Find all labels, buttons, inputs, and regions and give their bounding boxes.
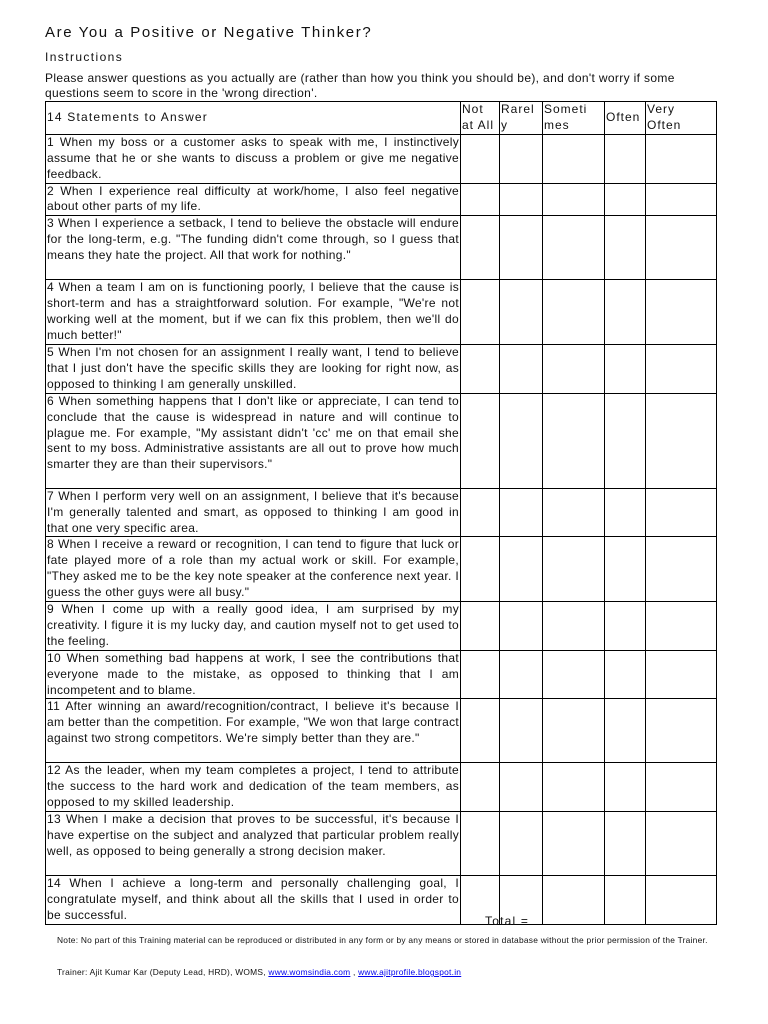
statement-text: 2 When I experience real difficulty at work/home, I also feel negative about other parts of my life. (46, 183, 461, 216)
table-row (46, 216, 717, 280)
table-header-row (46, 102, 717, 135)
total-label: Total = (485, 914, 530, 928)
statement-text: 7 When I perform very well on an assignment, I believe that it's because I'm generally talented and smart, as opposed to thinking I am good in that one very specific area. (46, 488, 461, 537)
option-header-line: Often (606, 109, 641, 124)
table-row (46, 280, 717, 345)
answer-cell-sometimes[interactable] (543, 537, 605, 602)
table-row (46, 699, 717, 763)
answer-cell-rarely[interactable] (500, 650, 543, 699)
answer-cell-sometimes[interactable] (543, 183, 605, 216)
answer-cell-rarely[interactable] (500, 488, 543, 537)
answer-cell-not-at-all[interactable] (461, 488, 500, 537)
answer-cell-very-often[interactable] (646, 393, 717, 488)
answer-cell-often[interactable] (605, 537, 646, 602)
answer-cell-rarely[interactable] (500, 216, 543, 280)
statement-text: 3 When I experience a setback, I tend to believe the obstacle will endure for the long-term, e.g. "The funding didn't come through, so I guess that means they hate the project. All that work for nothing." (46, 216, 461, 280)
answer-cell-rarely[interactable] (500, 134, 543, 183)
answer-cell-very-often[interactable] (646, 763, 717, 812)
answer-cell-sometimes[interactable] (543, 650, 605, 699)
answer-cell-not-at-all[interactable] (461, 393, 500, 488)
statement-text: 14 When I achieve a long-term and personally challenging goal, I congratulate myself, and think about all the skills that I used in order to be successful. (46, 876, 461, 925)
answer-cell-sometimes[interactable] (543, 344, 605, 393)
option-header-line: y (501, 117, 508, 132)
answer-cell-often[interactable] (605, 763, 646, 812)
answer-cell-often[interactable] (605, 650, 646, 699)
answer-cell-not-at-all[interactable] (461, 699, 500, 763)
answer-cell-sometimes[interactable] (543, 134, 605, 183)
option-header-rarely (500, 102, 543, 135)
answer-cell-often[interactable] (605, 216, 646, 280)
answer-cell-very-often[interactable] (646, 216, 717, 280)
answer-cell-rarely[interactable] (500, 393, 543, 488)
instructions-heading: Instructions (45, 50, 124, 64)
answer-cell-sometimes[interactable] (543, 763, 605, 812)
option-header-sometimes (543, 102, 605, 135)
answer-cell-rarely[interactable] (500, 699, 543, 763)
answer-cell-very-often[interactable] (646, 280, 717, 345)
trainer-credit (57, 967, 461, 977)
statement-text: 4 When a team I am on is functioning poorly, I believe that the cause is short-term and has a straightforward solution. For example, "We're not working well at the moment, but if we can fix this problem, then we'll do much better!" (46, 280, 461, 345)
answer-cell-often[interactable] (605, 134, 646, 183)
table-row (46, 602, 717, 651)
answer-cell-often[interactable] (605, 393, 646, 488)
table-row (46, 763, 717, 812)
womsindia-link[interactable]: www.womsindia.com (268, 967, 351, 977)
answer-cell-very-often[interactable] (646, 699, 717, 763)
option-header-very-often (646, 102, 717, 135)
statement-text: 8 When I receive a reward or recognition, I can tend to figure that luck or fate played more of a role than my actual work or skill. For example, "They asked me to be the key note speaker at the conference next year. I guess the other guys were all busy." (46, 537, 461, 602)
option-header-line: Rarel (501, 102, 535, 116)
answer-cell-often[interactable] (605, 344, 646, 393)
table-row (46, 488, 717, 537)
statement-text: 6 When something happens that I don't like or appreciate, I can tend to conclude that the cause is widespread in nature and will continue to plague me. For example, "My assistant didn't 'cc' me on that email she sent to my boss. Administrative assistants are all out to prove how much smarter they are than their supervisors." (46, 393, 461, 488)
answer-cell-sometimes[interactable] (543, 812, 605, 876)
table-row (46, 537, 717, 602)
option-header-not-at-all (461, 102, 500, 135)
statement-text: 9 When I come up with a really good idea, I am surprised by my creativity. I figure it is my lucky day, and caution myself not to get used to the feeling. (46, 602, 461, 651)
answer-cell-very-often[interactable] (646, 650, 717, 699)
option-header-line: mes (544, 117, 570, 132)
answer-cell-often[interactable] (605, 183, 646, 216)
statement-text: 5 When I'm not chosen for an assignment I really want, I tend to believe that I just don't have the specific skills they are looking for right now, as opposed to thinking I am generally unskilled. (46, 344, 461, 393)
link-separator: , (352, 967, 356, 977)
table-row (46, 650, 717, 699)
answer-cell-very-often[interactable] (646, 134, 717, 183)
table-row (46, 876, 717, 925)
statement-text: 13 When I make a decision that proves to be successful, it's because I have expertise on the subject and analyzed that particular problem really well, as opposed to being generally a strong decision maker. (46, 812, 461, 876)
answer-cell-often[interactable] (605, 699, 646, 763)
answer-cell-not-at-all[interactable] (461, 763, 500, 812)
option-header-often (605, 102, 646, 135)
table-row (46, 183, 717, 216)
table-row (46, 134, 717, 183)
copyright-note: Note: No part of this Training material can be reproduced or distributed in any form or by any means or stored in database without the prior permission of the Trainer. (57, 935, 708, 945)
statements-header: 14 Statements to Answer (46, 102, 461, 135)
answer-cell-not-at-all[interactable] (461, 602, 500, 651)
instructions-text: Please answer questions as you actually are (rather than how you think you should be), and don't worry if some questions seem to score in the 'wrong direction'. (45, 71, 675, 100)
answer-cell-rarely[interactable] (500, 763, 543, 812)
answer-cell-not-at-all[interactable] (461, 134, 500, 183)
table-row (46, 393, 717, 488)
option-header-line: Often (647, 117, 682, 132)
answer-cell-sometimes[interactable] (543, 216, 605, 280)
answer-cell-often[interactable] (605, 812, 646, 876)
answer-cell-not-at-all[interactable] (461, 344, 500, 393)
statement-text: 1 When my boss or a customer asks to speak with me, I instinctively assume that he or she wants to discuss a problem or give me negative feedback. (46, 134, 461, 183)
trainer-text: Trainer: Ajit Kumar Kar (Deputy Lead, HRD), WOMS, (57, 967, 266, 977)
answer-cell-not-at-all[interactable] (461, 812, 500, 876)
answer-cell-very-often[interactable] (646, 812, 717, 876)
questionnaire-table (45, 101, 717, 925)
answer-cell-sometimes[interactable] (543, 699, 605, 763)
answer-cell-often[interactable] (605, 280, 646, 345)
answer-cell-not-at-all[interactable] (461, 280, 500, 345)
table-row (46, 812, 717, 876)
document-title: Are You a Positive or Negative Thinker? (45, 24, 373, 41)
answer-cell-very-often[interactable] (646, 488, 717, 537)
answer-cell-not-at-all[interactable] (461, 183, 500, 216)
ajitprofile-link[interactable]: www.ajitprofile.blogspot.in (358, 967, 462, 977)
option-header-line: Not (462, 102, 484, 116)
answer-cell-sometimes[interactable] (543, 280, 605, 345)
answer-cell-not-at-all[interactable] (461, 650, 500, 699)
answer-cell-very-often[interactable] (646, 602, 717, 651)
option-header-line: Someti (544, 102, 588, 116)
answer-cell-sometimes[interactable] (543, 488, 605, 537)
answer-cell-very-often[interactable] (646, 183, 717, 216)
answer-cell-rarely[interactable] (500, 183, 543, 216)
answer-cell-rarely[interactable] (500, 602, 543, 651)
answer-cell-not-at-all[interactable] (461, 537, 500, 602)
answer-cell-often[interactable] (605, 602, 646, 651)
answer-cell-rarely[interactable] (500, 280, 543, 345)
statement-text: 11 After winning an award/recognition/contract, I believe it's because I am better than the competition. For example, "We won that large contract against two strong competitors. We're simply better than they are." (46, 699, 461, 763)
table-row (46, 344, 717, 393)
answer-cell-sometimes[interactable] (543, 602, 605, 651)
answer-cell-rarely[interactable] (500, 344, 543, 393)
answer-cell-very-often[interactable] (646, 876, 717, 925)
answer-cell-often[interactable] (605, 876, 646, 925)
option-header-line: at All (462, 117, 495, 132)
option-header-line: Very (647, 102, 676, 116)
statement-text: 10 When something bad happens at work, I see the contributions that everyone made to the mistake, as opposed to thinking that I am incompetent and to blame. (46, 650, 461, 699)
answer-cell-very-often[interactable] (646, 537, 717, 602)
statement-text: 12 As the leader, when my team completes a project, I tend to attribute the success to the hard work and dedication of the team members, as opposed to my skilled leadership. (46, 763, 461, 812)
answer-cell-very-often[interactable] (646, 344, 717, 393)
answer-cell-often[interactable] (605, 488, 646, 537)
answer-cell-rarely[interactable] (500, 812, 543, 876)
answer-cell-sometimes[interactable] (543, 393, 605, 488)
answer-cell-sometimes[interactable] (543, 876, 605, 925)
answer-cell-not-at-all[interactable] (461, 216, 500, 280)
answer-cell-rarely[interactable] (500, 537, 543, 602)
